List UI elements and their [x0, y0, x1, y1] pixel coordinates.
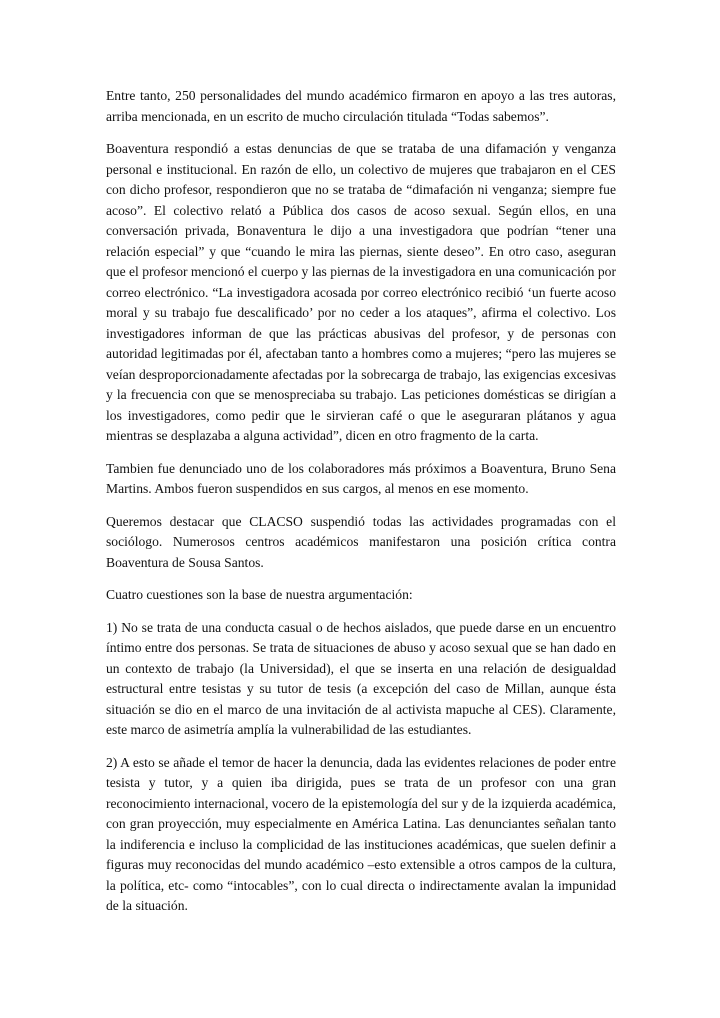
paragraph-point-1: 1) No se trata de una conducta casual o de hechos aislados, que puede darse en un encuentro íntimo entre dos personas. Se trata de situaciones de abuso y acoso sexual que se han dado en un contexto de trabajo (la Universidad), el que se inserta en una relación de desigualdad estructural entre tesistas y su tutor de tesis (a excepción del caso de Millan, aunque ésta situación se dio en el marco de una invitación de al activista mapuche al CES). Claramente, este marco de asimetría amplía la vulnerabilidad de las estudiantes.	[106, 619, 616, 737]
document-body	[106, 86, 616, 929]
paragraph-response: Boaventura respondió a estas denuncias de que se trataba de una difamación y venganza personal e institucional. En razón de ello, un colectivo de mujeres que trabajaron en el CES con dicho profesor, respondieron que no se trataba de “dimafación ni venganza; siempre fue acoso”. El colectivo relató a Pública dos casos de acoso sexual. Según ellos, en una conversación privada, Bonaventura le dijo a una investigadora que podrían “tener una relación especial” y que “cuando le mira las piernas, siente deseo”. En otro caso, aseguran que el profesor mencionó el cuerpo y las piernas de la investigadora en una comunicación por correo electrónico. “La investigadora acosada por correo electrónico recibió ‘un fuerte acoso moral y su trabajo fue descalificado’ por no ceder a los ataques”, afirma el colectivo. Los investigadores informan de que las prácticas abusivas del profesor, y de personas con autoridad legitimadas por él, afectaban tanto a hombres como a mujeres; “pero las mujeres se veían desproporcionadamente afectadas por la sobrecarga de trabajo, las exigencias excesivas y la frecuencia con que se menospreciaba su trabajo. Las peticiones domésticas se dirigían a los investigadores, como pedir que le sirvieran café o que le aseguraran plátanos y agua mientras se desplazaba a alguna actividad”, dicen en otro fragmento de la carta.	[106, 141, 616, 443]
paragraph-signatures: Entre tanto, 250 personalidades del mundo académico firmaron en apoyo a las tres autoras, arriba mencionada, en un escrito de mucho circulación titulada “Todas sabemos”.	[106, 88, 616, 124]
paragraph-intro-questions: Cuatro cuestiones son la base de nuestra argumentación:	[106, 587, 413, 602]
paragraph-point-2: 2) A esto se añade el temor de hacer la denuncia, dada las evidentes relaciones de poder entre tesista y tutor, y a quien iba dirigida, pues se trata de un profesor con una gran reconocimiento internacional, vocero de la epistemología del sur y de la izquierda académica, con gran proyección, muy especialmente en América Latina. Las denunciantes señalan tanto la indiferencia e incluso la complicidad de las instituciones académicas, que suelen definir a figuras muy reconocidas del mundo académico –esto extensible a otros campos de la cultura, la política, etc- como “intocables”, con lo cual directa o indirectamente avalan la impunidad de la situación.	[106, 754, 616, 913]
paragraph-collaborator: Tambien fue denunciado uno de los colaboradores más próximos a Boaventura, Bruno Sena Martins. Ambos fueron suspendidos en sus cargos, al menos en ese momento.	[106, 460, 616, 496]
paragraph-clacso: Queremos destacar que CLACSO suspendió todas las actividades programadas con el sociólogo. Numerosos centros académicos manifestaron una posición crítica contra Boaventura de Sousa Santos.	[106, 513, 616, 570]
